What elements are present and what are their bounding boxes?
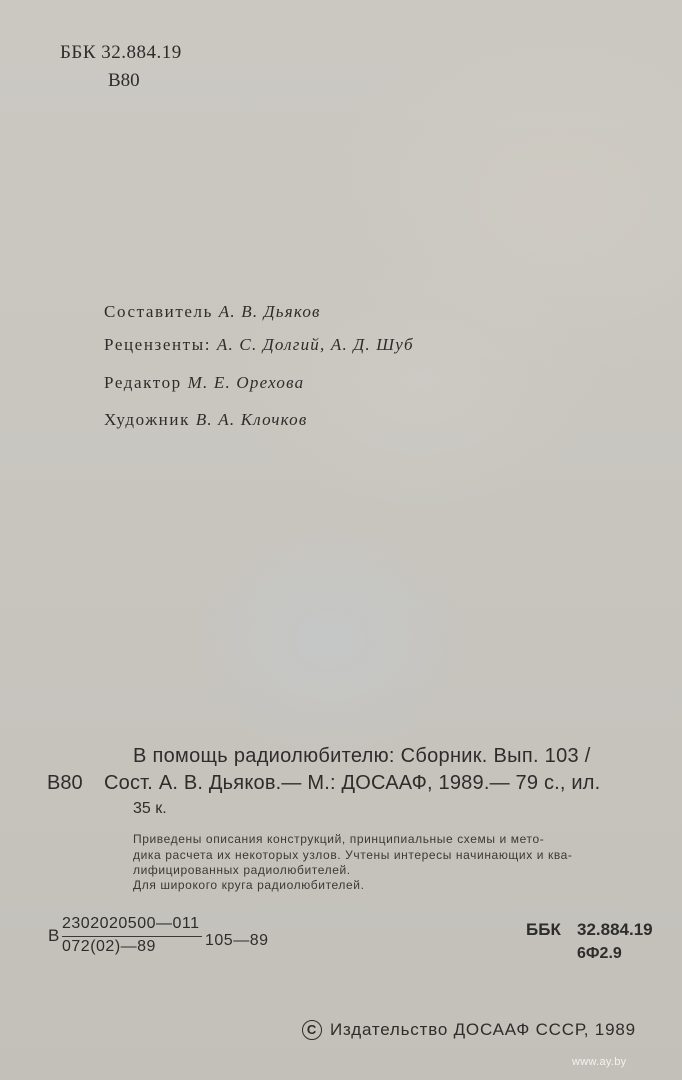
bibliography-code: В80 xyxy=(47,772,83,794)
credit-name: М. Е. Орехова xyxy=(187,373,305,392)
abstract-line: Приведены описания конструкций, принципиальные схемы и мето- xyxy=(133,832,545,846)
abstract-line: Для широкого круга радиолюбителей. xyxy=(133,878,365,892)
credit-role: Рецензенты: xyxy=(104,335,212,354)
bbk-bottom-number: 32.884.19 xyxy=(577,920,653,939)
credit-role: Художник xyxy=(104,410,190,429)
catalog-suffix: 105—89 xyxy=(205,932,269,949)
watermark: www.ay.by xyxy=(572,1056,627,1068)
credit-role: Составитель xyxy=(104,302,213,321)
credit-artist xyxy=(104,410,307,430)
catalog-denominator: 072(02)—89 xyxy=(62,938,156,955)
fraction-line xyxy=(62,936,202,937)
credit-role: Редактор xyxy=(104,373,182,392)
credit-name: В. А. Клочков xyxy=(195,410,308,429)
catalog-letter: В xyxy=(48,926,60,945)
abstract-line: дика расчета их некоторых узлов. Учтены интересы начинающих и ква- xyxy=(133,848,573,862)
catalog-numerator: 2302020500—011 xyxy=(62,915,200,932)
price: 35 к. xyxy=(133,800,167,817)
credit-compiler xyxy=(104,302,321,322)
bbk-bottom-label: ББК xyxy=(526,920,561,939)
credit-name: А. В. Дьяков xyxy=(218,302,321,321)
credit-name: А. С. Долгий, А. Д. Шуб xyxy=(216,335,414,354)
bbk-index: ББК 32.884.19 xyxy=(60,42,182,63)
credit-reviewers xyxy=(104,335,414,355)
abstract-line: лифицированных радиолюбителей. xyxy=(133,863,351,877)
copyright xyxy=(302,1020,636,1040)
copyright-text: Издательство ДОСААФ СССР, 1989 xyxy=(330,1020,636,1039)
credit-editor xyxy=(104,373,304,393)
bbk-bottom-sub: 6Ф2.9 xyxy=(577,945,622,962)
bibliography-title: В помощь радиолюбителю: Сборник. Вып. 103 / xyxy=(133,745,591,767)
copyright-icon: C xyxy=(302,1020,322,1040)
author-mark: В80 xyxy=(108,70,140,91)
bibliography-imprint: Сост. А. В. Дьяков.— М.: ДОСААФ, 1989.— 79 с., ил. xyxy=(104,772,601,794)
